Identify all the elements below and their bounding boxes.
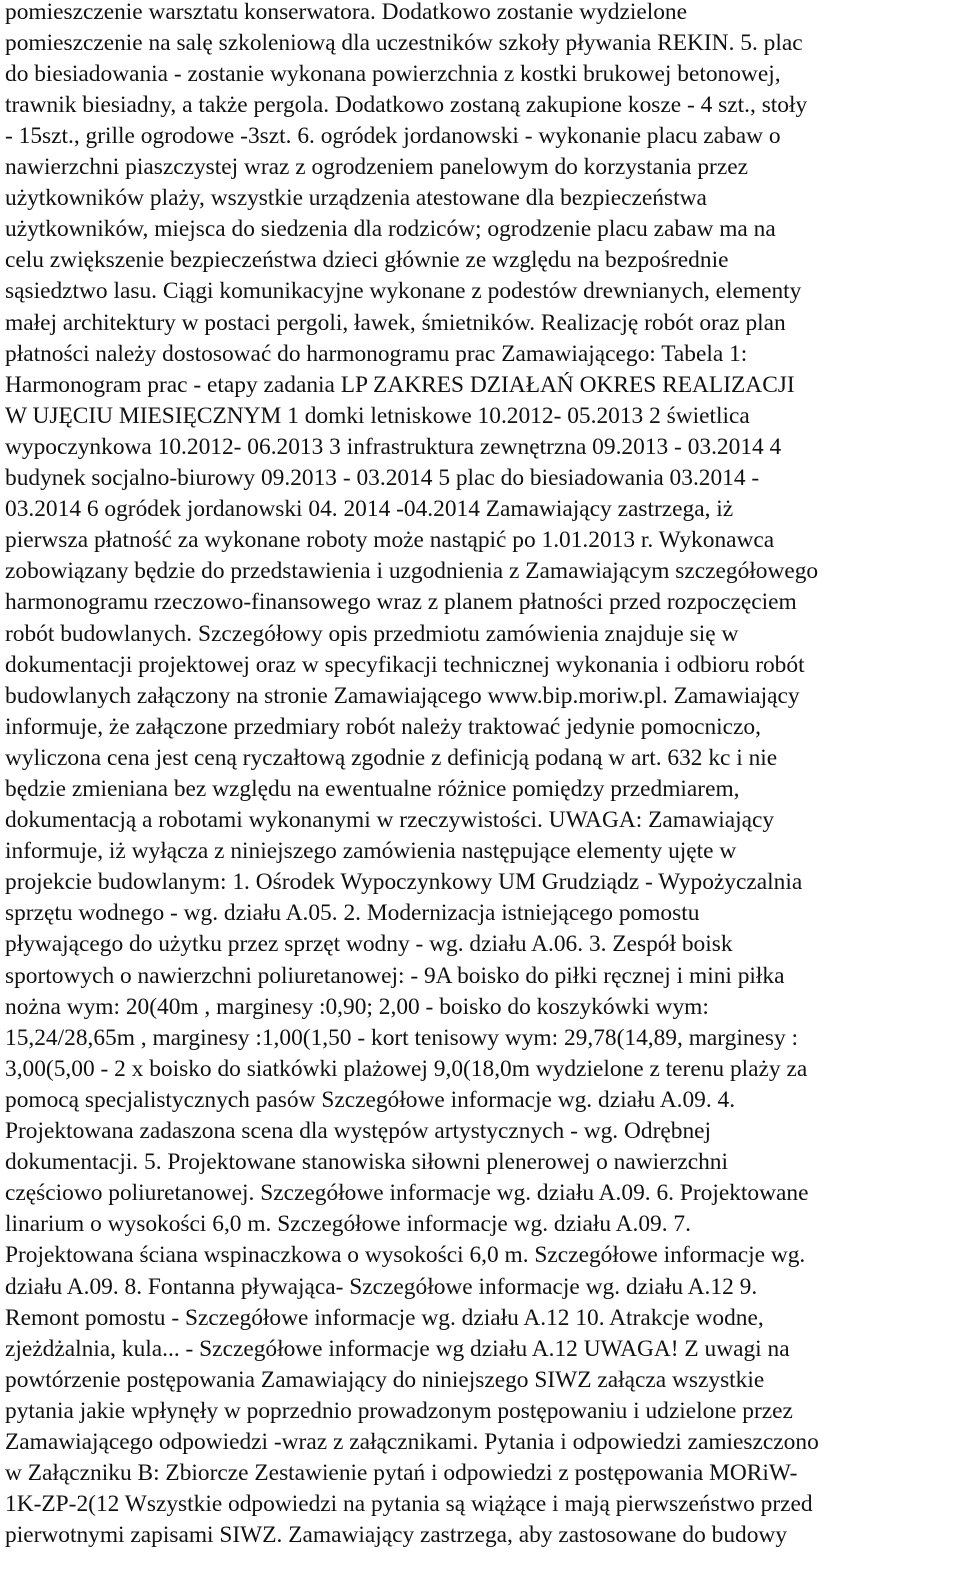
text-line: Remont pomostu - Szczegółowe informacje wg. działu A.12 10. Atrakcje wodne, bbox=[5, 1305, 764, 1331]
text-line: 15,24/28,65m , marginesy :1,00(1,50 - kort tenisowy wym: 29,78(14,89, marginesy : bbox=[5, 1025, 799, 1051]
text-line: nawierzchni piaszczystej wraz z ogrodzeniem panelowym do korzystania przez bbox=[5, 154, 748, 180]
text-line: będzie zmieniana bez względu na ewentualne różnice pomiędzy przedmiarem, bbox=[5, 776, 740, 802]
text-line: robót budowlanych. Szczegółowy opis przedmiotu zamówienia znajduje się w bbox=[5, 621, 739, 647]
text-line: pierwotnymi zapisami SIWZ. Zamawiający zastrzega, aby zastosowane do budowy bbox=[5, 1522, 788, 1548]
text-line: Zamawiającego odpowiedzi -wraz z załącznikami. Pytania i odpowiedzi zamieszczono bbox=[5, 1429, 819, 1455]
text-line: pomieszczenie na salę szkoleniową dla uczestników szkoły pływania REKIN. 5. plac bbox=[5, 30, 803, 56]
text-line: Harmonogram prac - etapy zadania LP ZAKRES DZIAŁAŃ OKRES REALIZACJI bbox=[5, 372, 795, 398]
text-line: trawnik biesiadny, a także pergola. Dodatkowo zostaną zakupione kosze - 4 szt., stoły bbox=[5, 92, 808, 118]
text-line: użytkowników, miejsca do siedzenia dla rodziców; ogrodzenie placu zabaw ma na bbox=[5, 216, 776, 242]
text-line: małej architektury w postaci pergoli, ławek, śmietników. Realizację robót oraz plan bbox=[5, 310, 786, 336]
text-line: sportowych o nawierzchni poliuretanowej: - 9A boisko do piłki ręcznej i mini piłka bbox=[5, 963, 785, 989]
text-line: sąsiedztwo lasu. Ciągi komunikacyjne wykonane z podestów drewnianych, elementy bbox=[5, 278, 802, 304]
text-line: harmonogramu rzeczowo-finansowego wraz z planem płatności przed rozpoczęciem bbox=[5, 589, 797, 615]
text-line: linarium o wysokości 6,0 m. Szczegółowe informacje wg. działu A.09. 7. bbox=[5, 1211, 691, 1237]
text-line: częściowo poliuretanowej. Szczegółowe informacje wg. działu A.09. 6. Projektowane bbox=[5, 1180, 809, 1206]
text-line: dokumentacji projektowej oraz w specyfikacji technicznej wykonania i odbioru robót bbox=[5, 652, 805, 678]
text-line: informuje, że załączone przedmiary robót należy traktować jedynie pomocniczo, bbox=[5, 714, 761, 740]
text-line: do biesiadowania - zostanie wykonana powierzchnia z kostki brukowej betonowej, bbox=[5, 61, 781, 87]
text-line: informuje, iż wyłącza z niniejszego zamówienia następujące elementy ujęte w bbox=[5, 838, 737, 864]
text-line: pytania jakie wpłynęły w poprzednio prowadzonym postępowaniu i udzielone przez bbox=[5, 1398, 793, 1424]
text-line: W UJĘCIU MIESIĘCZNYM 1 domki letniskowe 10.2012- 05.2013 2 świetlica bbox=[5, 403, 750, 429]
text-line: 03.2014 6 ogródek jordanowski 04. 2014 -04.2014 Zamawiający zastrzega, iż bbox=[5, 496, 734, 522]
text-line: celu zwiększenie bezpieczeństwa dzieci głównie ze względu na bezpośrednie bbox=[5, 247, 729, 273]
text-line: Projektowana zadaszona scena dla występów artystycznych - wg. Odrębnej bbox=[5, 1118, 712, 1144]
text-line: projekcie budowlanym: 1. Ośrodek Wypoczynkowy UM Grudziądz - Wypożyczalnia bbox=[5, 869, 803, 895]
text-line: Projektowana ściana wspinaczkowa o wysokości 6,0 m. Szczegółowe informacje wg. bbox=[5, 1242, 806, 1268]
text-line: pływającego do użytku przez sprzęt wodny - wg. działu A.06. 3. Zespół boisk bbox=[5, 931, 733, 957]
text-line: sprzętu wodnego - wg. działu A.05. 2. Modernizacja istniejącego pomostu bbox=[5, 900, 700, 926]
text-line: budynek socjalno-biurowy 09.2013 - 03.2014 5 plac do biesiadowania 03.2014 - bbox=[5, 465, 760, 491]
text-line: zjeżdżalnia, kula... - Szczegółowe informacje wg działu A.12 UWAGA! Z uwagi na bbox=[5, 1336, 790, 1362]
text-line: 3,00(5,00 - 2 x boisko do siatkówki plażowej 9,0(18,0m wydzielone z terenu plaży za bbox=[5, 1056, 808, 1082]
text-line: w Załączniku B: Zbiorcze Zestawienie pytań i odpowiedzi z postępowania MORiW- bbox=[5, 1460, 798, 1486]
text-line: wyliczona cena jest ceną ryczałtową zgodnie z definicją podaną w art. 632 kc i nie bbox=[5, 745, 778, 771]
text-line: pomieszczenie warsztatu konserwatora. Dodatkowo zostanie wydzielone bbox=[5, 0, 687, 25]
text-line: - 15szt., grille ogrodowe -3szt. 6. ogródek jordanowski - wykonanie placu zabaw o bbox=[5, 123, 781, 149]
text-line: nożna wym: 20(40m , marginesy :0,90; 2,00 - boisko do koszykówki wym: bbox=[5, 994, 709, 1020]
text-line: powtórzenie postępowania Zamawiający do niniejszego SIWZ załącza wszystkie bbox=[5, 1367, 765, 1393]
text-line: zobowiązany będzie do przedstawienia i uzgodnienia z Zamawiającym szczegółowego bbox=[5, 558, 819, 584]
text-line: użytkowników plaży, wszystkie urządzenia atestowane dla bezpieczeństwa bbox=[5, 185, 707, 211]
text-line: dokumentacją a robotami wykonanymi w rzeczywistości. UWAGA: Zamawiający bbox=[5, 807, 775, 833]
text-line: pierwsza płatność za wykonane roboty może nastąpić po 1.01.2013 r. Wykonawca bbox=[5, 527, 775, 553]
text-line: płatności należy dostosować do harmonogramu prac Zamawiającego: Tabela 1: bbox=[5, 341, 748, 367]
text-line: dokumentacji. 5. Projektowane stanowiska siłowni plenerowej o nawierzchni bbox=[5, 1149, 728, 1175]
text-line: działu A.09. 8. Fontanna pływająca- Szczegółowe informacje wg. działu A.12 9. bbox=[5, 1274, 758, 1300]
text-line: wypoczynkowa 10.2012- 06.2013 3 infrastruktura zewnętrzna 09.2013 - 03.2014 4 bbox=[5, 434, 782, 460]
text-line: budowlanych załączony na stronie Zamawiającego www.bip.moriw.pl. Zamawiający bbox=[5, 683, 800, 709]
text-line: 1K-ZP-2(12 Wszystkie odpowiedzi na pytania są wiążące i mają pierwszeństwo przed bbox=[5, 1491, 813, 1517]
text-line: pomocą specjalistycznych pasów Szczegółowe informacje wg. działu A.09. 4. bbox=[5, 1087, 736, 1113]
